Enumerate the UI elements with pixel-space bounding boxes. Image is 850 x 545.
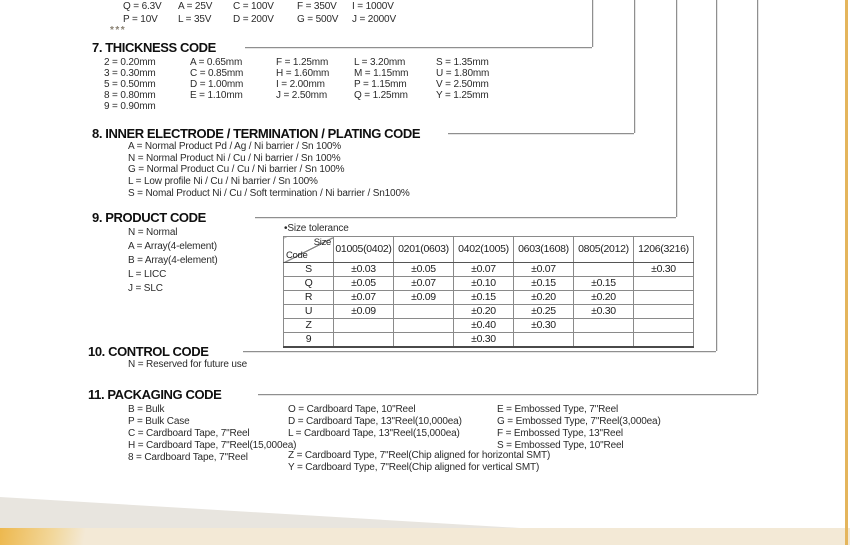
thickness-code-item: 5 = 0.50mm [104, 79, 156, 90]
size-column-header: 0201(0603) [394, 237, 454, 263]
voltage-code-item: Q = 6.3V [123, 1, 162, 12]
voltage-code-item: L = 35V [178, 14, 212, 25]
electrode-code-item: S = Nomal Product Ni / Cu / Soft termination / Ni barrier / Sn100% [128, 187, 410, 199]
tolerance-value [634, 305, 694, 319]
packaging-code-item: G = Embossed Type, 7"Reel(3,000ea) [497, 416, 661, 427]
section-8-title: 8. INNER ELECTRODE / TERMINATION / PLATING CODE [92, 126, 421, 141]
tolerance-value [634, 333, 694, 348]
tolerance-value: ±0.09 [334, 305, 394, 319]
electrode-code-item: L = Low profile Ni / Cu / Ni barrier / Sn 100% [128, 176, 318, 188]
thickness-code-item: H = 1.60mm [276, 68, 330, 79]
tolerance-value: ±0.07 [454, 263, 514, 277]
tolerance-value: ±0.30 [454, 333, 514, 348]
tolerance-value: ±0.05 [394, 263, 454, 277]
tolerance-value [394, 319, 454, 333]
footnote-marker: *** [110, 25, 127, 36]
tolerance-value: ±0.10 [454, 277, 514, 291]
tolerance-value [634, 277, 694, 291]
tolerance-value: ±0.20 [574, 291, 634, 305]
thickness-code-list [104, 57, 516, 112]
packaging-code-col1 [128, 404, 296, 464]
tolerance-value: ±0.20 [514, 291, 574, 305]
voltage-code-item: F = 350V [297, 1, 337, 12]
packaging-code-item: L = Cardboard Tape, 13"Reel(15,000ea) [288, 428, 460, 439]
row-code: U [284, 305, 334, 319]
tolerance-value: ±0.07 [334, 291, 394, 305]
tolerance-value [574, 263, 634, 277]
voltage-code-item: G = 500V [297, 14, 339, 25]
size-tolerance-label: •Size tolerance [284, 223, 349, 234]
thickness-code-item: E = 1.10mm [190, 90, 243, 101]
size-column-header: 01005(0402) [334, 237, 394, 263]
size-column-header: 0805(2012) [574, 237, 634, 263]
product-code-item: B = Array(4-element) [128, 255, 218, 266]
section-9-rule [255, 217, 676, 218]
row-code: Z [284, 319, 334, 333]
product-code-item: L = LICC [128, 269, 167, 280]
tolerance-value: ±0.07 [394, 277, 454, 291]
corner-size-label: Size [313, 237, 331, 248]
thickness-code-item: F = 1.25mm [276, 57, 329, 68]
thickness-code-item: S = 1.35mm [436, 57, 489, 68]
tolerance-value: ±0.30 [574, 305, 634, 319]
section-7-bracket-line [592, 0, 593, 47]
size-tolerance-table [283, 236, 694, 348]
section-8-bracket-line [634, 0, 635, 133]
footer-band [0, 528, 850, 545]
tolerance-value [634, 291, 694, 305]
packaging-code-item: D = Cardboard Tape, 13"Reel(10,000ea) [288, 416, 462, 427]
product-code-item: A = Array(4-element) [128, 241, 217, 252]
size-column-header: 0603(1608) [514, 237, 574, 263]
product-code-list [128, 226, 218, 296]
packaging-code-item: E = Embossed Type, 7"Reel [497, 404, 619, 415]
row-code: Q [284, 277, 334, 291]
packaging-code-item: Z = Cardboard Type, 7"Reel(Chip aligned for horizontal SMT) [288, 450, 551, 461]
size-tolerance-header-row [284, 237, 694, 263]
thickness-code-item: Q = 1.25mm [354, 90, 408, 101]
tolerance-value [394, 333, 454, 348]
thickness-code-item: 8 = 0.80mm [104, 90, 156, 101]
row-code: R [284, 291, 334, 305]
voltage-code-row-1 [123, 1, 412, 12]
size-column-header: 1206(3216) [634, 237, 694, 263]
thickness-code-item: 3 = 0.30mm [104, 68, 156, 79]
packaging-code-item: H = Cardboard Tape, 7"Reel(15,000ea) [128, 440, 297, 451]
section-8-rule [448, 133, 634, 134]
tolerance-value: ±0.20 [454, 305, 514, 319]
thickness-code-item: V = 2.50mm [436, 79, 489, 90]
section-11-rule [258, 394, 757, 395]
row-code: S [284, 263, 334, 277]
packaging-code-item: P = Bulk Case [128, 416, 190, 427]
thickness-code-item: L = 3.20mm [354, 57, 406, 68]
voltage-code-item: D = 200V [233, 14, 274, 25]
packaging-code-col2b [288, 450, 550, 474]
packaging-code-col2 [288, 404, 462, 440]
thickness-code-item: 2 = 0.20mm [104, 57, 156, 68]
thickness-code-item: 9 = 0.90mm [104, 101, 156, 112]
tolerance-value [634, 319, 694, 333]
tolerance-value: ±0.05 [334, 277, 394, 291]
thickness-code-item: P = 1.15mm [354, 79, 407, 90]
section-11-title: 11. PACKAGING CODE [88, 387, 222, 402]
tolerance-row-R [284, 291, 694, 305]
packaging-code-item: O = Cardboard Tape, 10"Reel [288, 404, 416, 415]
tolerance-value: ±0.03 [334, 263, 394, 277]
product-code-item: J = SLC [128, 283, 163, 294]
packaging-code-item: Y = Cardboard Type, 7"Reel(Chip aligned for vertical SMT) [288, 462, 540, 473]
tolerance-value: ±0.40 [454, 319, 514, 333]
tolerance-value [334, 333, 394, 348]
tolerance-row-9 [284, 333, 694, 348]
section-9-bracket-line [676, 0, 677, 217]
tolerance-value: ±0.30 [634, 263, 694, 277]
section-10-rule [243, 351, 716, 352]
product-code-item: N = Normal [128, 227, 178, 238]
packaging-code-item: B = Bulk [128, 404, 165, 415]
tolerance-value [574, 319, 634, 333]
thickness-code-item: I = 2.00mm [276, 79, 325, 90]
size-code-corner-cell [284, 237, 334, 263]
tolerance-row-Z [284, 319, 694, 333]
packaging-code-col3 [497, 404, 661, 452]
packaging-code-item: C = Cardboard Tape, 7"Reel [128, 428, 250, 439]
corner-code-label: Code [286, 250, 308, 261]
thickness-code-item: D = 1.00mm [190, 79, 244, 90]
voltage-code-item: C = 100V [233, 1, 274, 12]
footer-swoosh-shape [0, 497, 520, 528]
tolerance-row-S [284, 263, 694, 277]
electrode-code-item: N = Normal Product Ni / Cu / Ni barrier / Sn 100% [128, 152, 341, 164]
packaging-code-item: F = Embossed Type, 13"Reel [497, 428, 623, 439]
thickness-code-item: A = 0.65mm [190, 57, 243, 68]
row-code: 9 [284, 333, 334, 348]
electrode-code-item: G = Normal Product Cu / Cu / Ni barrier / Sn 100% [128, 164, 345, 176]
tolerance-value: ±0.15 [574, 277, 634, 291]
electrode-code-list [128, 141, 410, 200]
tolerance-value [574, 333, 634, 348]
thickness-code-item: J = 2.50mm [276, 90, 328, 101]
section-9-title: 9. PRODUCT CODE [92, 210, 206, 225]
section-10-title: 10. CONTROL CODE [88, 344, 209, 359]
thickness-code-item: U = 1.80mm [436, 68, 490, 79]
voltage-code-item: A = 25V [178, 1, 213, 12]
tolerance-value: ±0.30 [514, 319, 574, 333]
section-7-rule [245, 47, 592, 48]
section-7-title: 7. THICKNESS CODE [92, 40, 216, 55]
tolerance-value [394, 305, 454, 319]
voltage-code-item: J = 2000V [352, 14, 396, 25]
section-10-bracket-line [716, 0, 717, 351]
tolerance-value: ±0.15 [454, 291, 514, 305]
thickness-code-item: M = 1.15mm [354, 68, 409, 79]
footer-gold-accent [0, 528, 95, 545]
voltage-code-item: P = 10V [123, 14, 158, 25]
control-code-note: N = Reserved for future use [128, 359, 248, 370]
tolerance-row-Q [284, 277, 694, 291]
tolerance-value [514, 333, 574, 348]
tolerance-value: ±0.15 [514, 277, 574, 291]
packaging-code-item: S = Embossed Type, 10"Reel [497, 440, 624, 451]
tolerance-value: ±0.09 [394, 291, 454, 305]
tolerance-row-U [284, 305, 694, 319]
thickness-code-item: C = 0.85mm [190, 68, 244, 79]
tolerance-value: ±0.25 [514, 305, 574, 319]
tolerance-value: ±0.07 [514, 263, 574, 277]
packaging-code-item: 8 = Cardboard Tape, 7"Reel [128, 452, 248, 463]
section-11-bracket-line [757, 0, 758, 394]
voltage-code-row-2 [123, 14, 412, 25]
size-column-header: 0402(1005) [454, 237, 514, 263]
electrode-code-item: A = Normal Product Pd / Ag / Ni barrier / Sn 100% [128, 141, 342, 152]
tolerance-value [334, 319, 394, 333]
voltage-code-item: I = 1000V [352, 1, 394, 12]
thickness-code-item: Y = 1.25mm [436, 90, 489, 101]
page-right-gold-edge [845, 0, 848, 545]
